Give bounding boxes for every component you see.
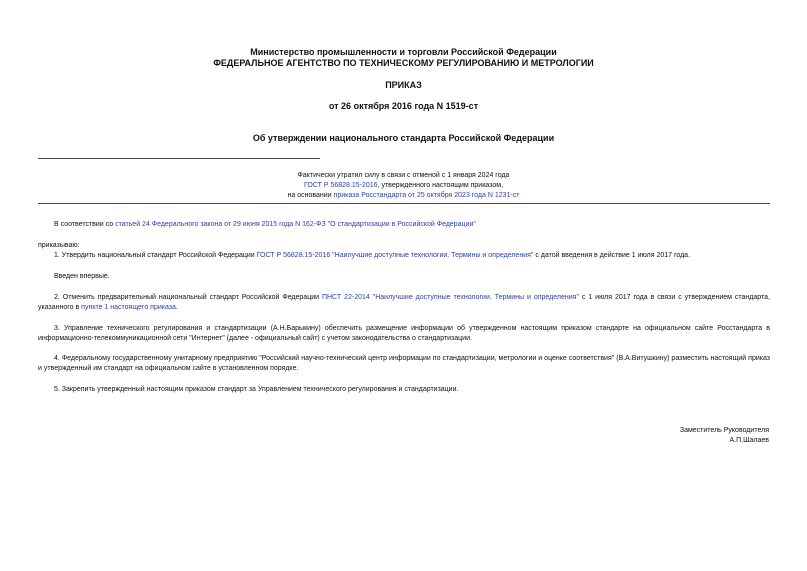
- gost-standard-link[interactable]: ГОСТ Р 56828.15-2016 "Наилучшие доступные технологии. Термины и определения": [256, 252, 534, 259]
- doc-date-number: от 26 октября 2016 года N 1519-ст: [328, 101, 479, 111]
- signature-position: Заместитель Руководителя: [679, 427, 769, 434]
- doc-type: ПРИКАЗ: [385, 80, 422, 90]
- paragraph-2: 2. Отменить предварительный национальный стандарт Российской Федерации ПНСТ 22-2014 "Наилучшие доступные технологии. Термины и определения" с 1 июля 2017 года в связи с утверждением стандарта, указанного в пункте 1 настоящего приказа.: [38, 294, 770, 311]
- paragraph-5: 5. Закрепить утвержденный настоящим приказом стандарт за Управлением технического регулирования и стандартизации.: [54, 386, 459, 393]
- intro-paragraph: В соответствии со статьей 24 Федерального закона от 29 июня 2015 года N 162-ФЗ "О стандартизации в Российской Федерации": [54, 221, 476, 228]
- law-title-link[interactable]: "О стандартизации в Российской Федерации": [327, 221, 476, 228]
- divider-bottom: [38, 203, 770, 204]
- ministry-name: Министерство промышленности и торговли Российской Федерации: [250, 47, 557, 57]
- order-word: приказываю:: [38, 242, 80, 249]
- status-note-line1: Фактически утратил силу в связи с отменой с 1 января 2024 года: [297, 172, 510, 179]
- status-note-line3: на основании приказа Росстандарта от 25 октября 2023 года N 1231-ст: [287, 192, 520, 199]
- status-note-line2: ГОСТ Р 56828.15-2016, утвержденного настоящим приказом,: [303, 182, 504, 189]
- signature-name: А.П.Шалаев: [729, 437, 769, 444]
- paragraph-4: 4. Федеральному государственному унитарному предприятию "Российский научно-технический центр информации по стандартизации, метрологии и оценке соответствия" (В.А.Витушкину) разместить настоящий приказ и утвержденный им стандарт на официальном сайте в установленном порядке.: [38, 355, 770, 372]
- law-article-link[interactable]: статьей 24 Федерального закона от 29 июня 2015 года N 162-ФЗ: [115, 221, 326, 228]
- paragraph-1: 1. Утвердить национальный стандарт Российской Федерации ГОСТ Р 56828.15-2016 "Наилучшие доступные технологии. Термины и определения" с датой введения в действие 1 июля 2017 года.: [54, 252, 691, 259]
- pnst-standard-link[interactable]: ПНСТ 22-2014 "Наилучшие доступные технологии. Термины и определения": [321, 294, 579, 301]
- status-note-order-link[interactable]: приказа Росстандарта от 25 октября 2023 года N 1231-ст: [333, 192, 520, 199]
- status-note-standard-link[interactable]: ГОСТ Р 56828.15-2016: [303, 182, 378, 189]
- point-1-link[interactable]: пункте 1 настоящего приказа: [81, 304, 176, 311]
- doc-subject: Об утверждении национального стандарта Российской Федерации: [252, 133, 555, 143]
- paragraph-1-note: Введен впервые.: [54, 273, 110, 280]
- divider-top: [38, 158, 320, 159]
- agency-name: ФЕДЕРАЛЬНОЕ АГЕНТСТВО ПО ТЕХНИЧЕСКОМУ РЕГУЛИРОВАНИЮ И МЕТРОЛОГИИ: [213, 58, 594, 68]
- paragraph-3: 3. Управление технического регулирования и стандартизации (А.Н.Барыкину) обеспечить размещение информации об утвержденном настоящим приказом стандарте на официальном сайте Росстандарта в информационно-телекоммуникационной сети "Интернет" (далее - официальный сайт) с учетом законодательства о стандартизации.: [38, 325, 770, 342]
